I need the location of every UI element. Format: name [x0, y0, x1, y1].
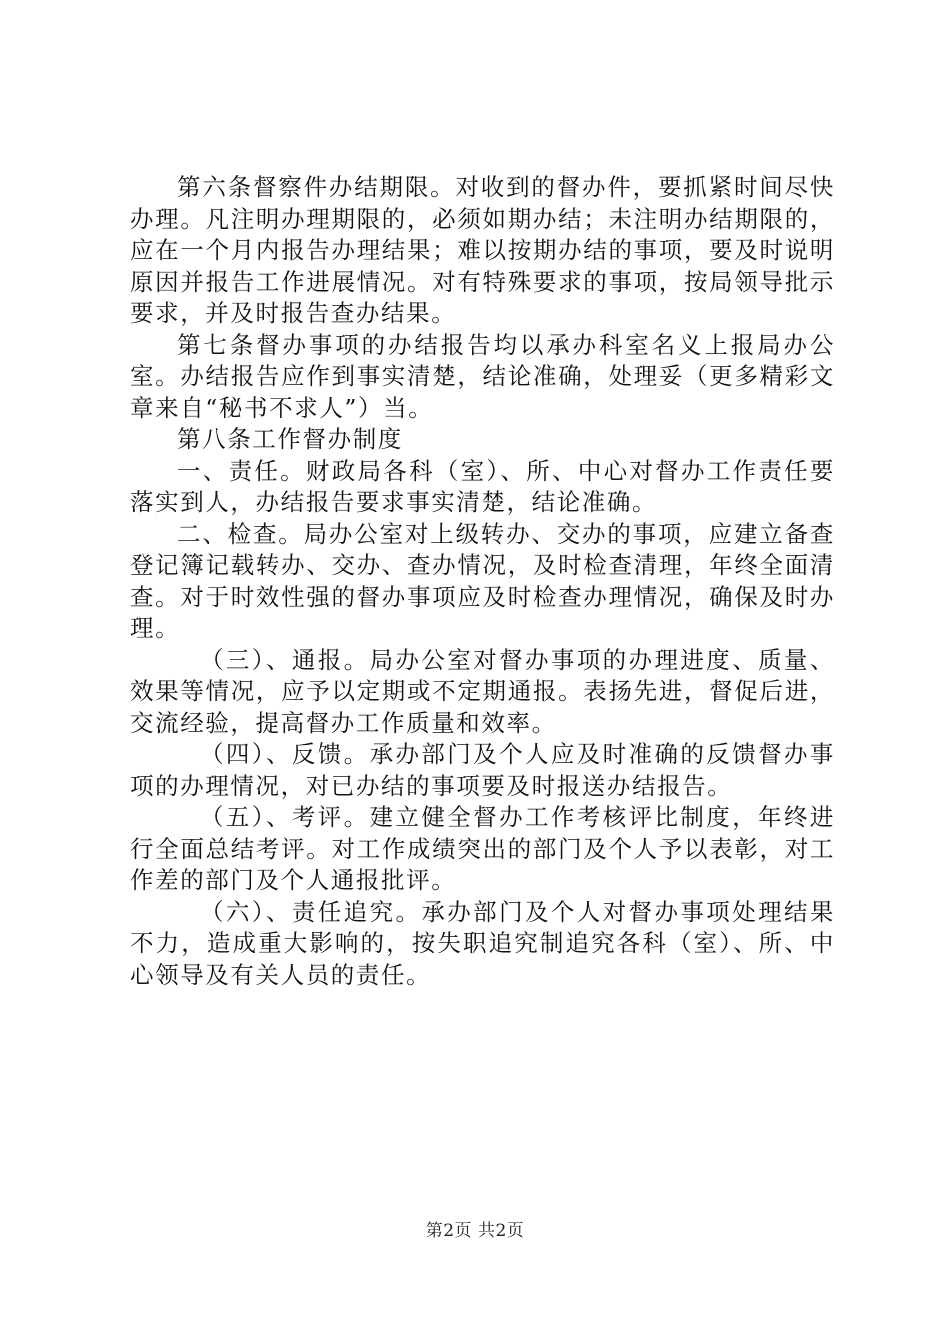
paragraph-notification: （三）、通报。局办公室对督办事项的办理进度、质量、效果等情况，应予以定期或不定期通报。表扬先进，督促后进，交流经验，提高督办工作质量和效率。	[130, 645, 835, 737]
paragraph-feedback: （四）、反馈。承办部门及个人应及时准确的反馈督办事项的办理情况，对已办结的事项要及时报送办结报告。	[130, 740, 835, 800]
paragraph-article-6: 第六条督察件办结期限。对收到的督办件，要抓紧时间尽快办理。凡注明办理期限的，必须如期办结；未注明办结期限的，应在一个月内报告办理结果；难以按期办结的事项，要及时说明原因并报告工作进展情况。对有特殊要求的事项，按局领导批示要求，并及时报告查办结果。	[130, 173, 835, 327]
paragraph-inspection: 二、检查。局办公室对上级转办、交办的事项，应建立备查登记簿记载转办、交办、查办情况，及时检查清理，年终全面清查。对于时效性强的督办事项应及时检查办理情况，确保及时办理。	[130, 519, 835, 642]
document-body	[130, 172, 835, 991]
paragraph-responsibility: 一、责任。财政局各科（室）、所、中心对督办工作责任要落实到人，办结报告要求事实清楚，结论准确。	[130, 456, 835, 516]
paragraph-article-7: 第七条督办事项的办结报告均以承办科室名义上报局办公室。办结报告应作到事实清楚，结论准确，处理妥（更多精彩文章来自“秘书不求人”）当。	[130, 330, 835, 422]
paragraph-article-8-heading: 第八条工作督办制度	[177, 425, 403, 453]
paragraph-accountability: （六）、责任追究。承办部门及个人对督办事项处理结果不力，造成重大影响的，按失职追究制追究各科（室）、所、中心领导及有关人员的责任。	[130, 897, 835, 989]
page-number-footer: 第2页 共2页	[425, 1221, 525, 1241]
paragraph-evaluation: （五）、考评。建立健全督办工作考核评比制度，年终进行全面总结考评。对工作成绩突出的部门及个人予以表彰，对工作差的部门及个人通报批评。	[130, 803, 835, 894]
